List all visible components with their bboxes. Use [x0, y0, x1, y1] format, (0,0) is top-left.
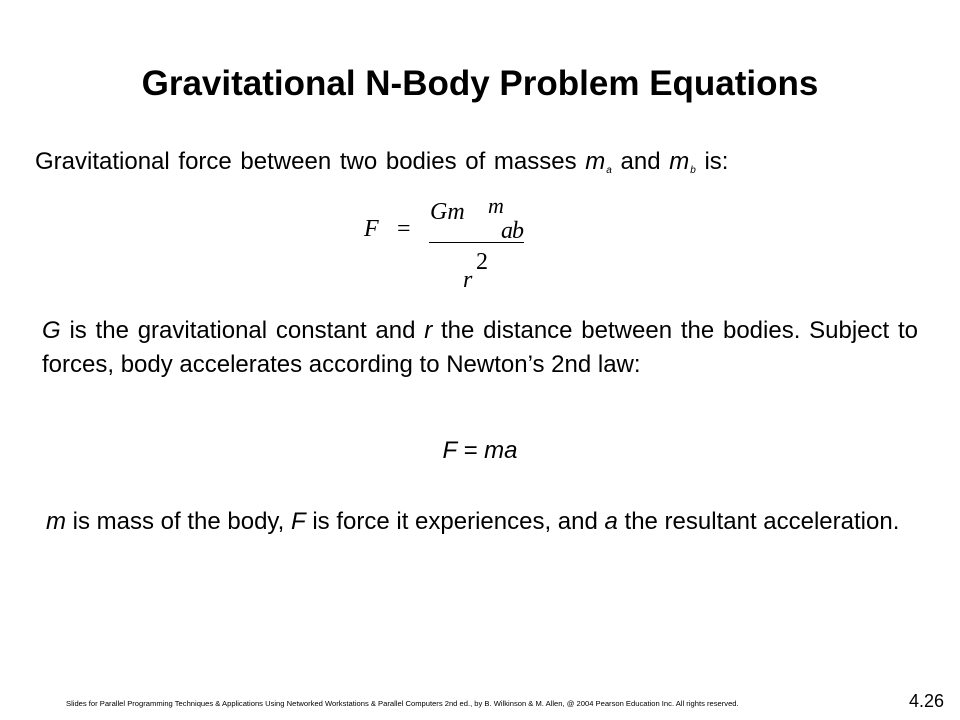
mass-b-subscript: b: [690, 165, 696, 176]
a-symbol: a: [604, 508, 618, 535]
slide-title: Gravitational N-Body Problem Equations: [141, 64, 819, 103]
mass-b-symbol: m: [669, 148, 690, 175]
paragraph2-text-a: is mass of the body,: [66, 508, 291, 535]
denominator-r: r: [463, 267, 473, 293]
paragraph2-text-c: the resultant acceleration.: [617, 508, 900, 535]
equation-lhs-F: F: [364, 216, 379, 242]
intro-text-start: Gravitational force between two bodies of masses: [35, 148, 586, 175]
m-symbol: m: [46, 508, 66, 535]
numerator-a: a: [501, 218, 513, 244]
F-symbol: F: [291, 508, 306, 535]
numerator-m: m: [488, 193, 504, 218]
paragraph1-text-b: the distance between the bodies. Subject to forces, body accelerates according to Newton’s 2nd law:: [42, 317, 918, 378]
intro-sentence: [35, 144, 728, 189]
gravitational-constant-paragraph: [42, 314, 918, 382]
r-symbol: r: [424, 317, 433, 344]
denominator-exponent: 2: [476, 249, 488, 275]
mass-a-symbol: m: [585, 148, 606, 175]
numerator-b: b: [512, 218, 524, 244]
G-symbol: G: [42, 317, 61, 344]
equation-equals-sign: =: [397, 216, 411, 242]
paragraph2-text-b: is force it experiences, and: [305, 508, 605, 535]
variables-explanation-paragraph: [46, 505, 914, 539]
slide-number: 4.26: [908, 691, 944, 711]
intro-and-word: and: [611, 148, 670, 175]
mass-a-subscript: a: [606, 165, 612, 176]
fraction-bar: [429, 242, 524, 243]
newton-second-law-equation: F = ma: [442, 437, 518, 464]
intro-text-end: is:: [695, 148, 729, 175]
numerator-Gm: Gm: [430, 199, 465, 225]
paragraph1-text-a: is the gravitational constant and: [60, 317, 425, 344]
copyright-footer: Slides for Parallel Programming Techniques & Applications Using Networked Workstations & Parallel Computers 2nd ed., by B. Wilkinson & M. Allen, @ 2004 Pearson Education Inc. All rights reserved.: [66, 699, 739, 708]
